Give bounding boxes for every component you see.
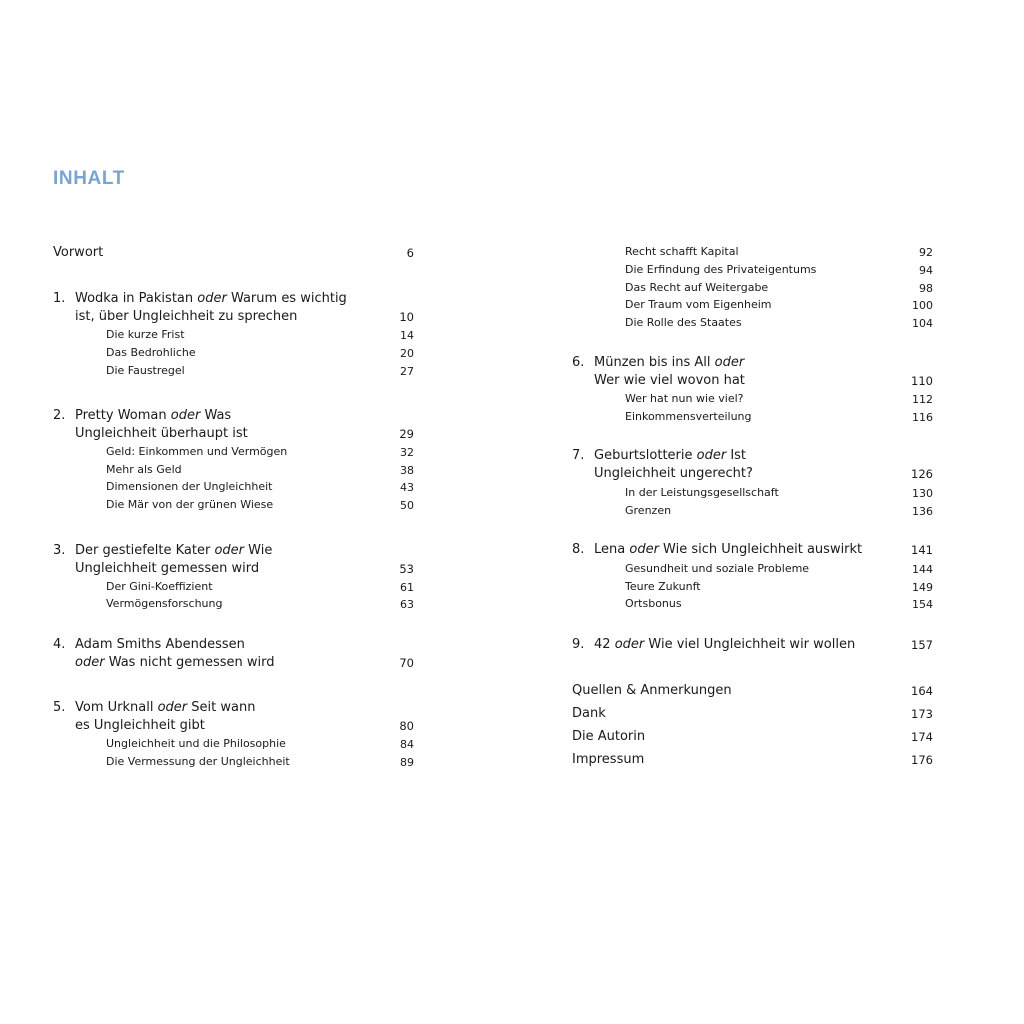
page-number: 70 (399, 656, 414, 670)
title-segment: Lena (594, 542, 630, 557)
italic-conjunction: oder (714, 355, 745, 370)
italic-conjunction: oder (696, 448, 727, 463)
title-segment: Wie viel Ungleichheit wir wollen (644, 637, 856, 652)
page-number: 149 (912, 580, 933, 594)
chapter-title-line (75, 542, 272, 560)
toc-chapter-entry[interactable] (53, 699, 414, 735)
subentry-title: Die Mär von der grünen Wiese (106, 498, 274, 511)
page-number: 38 (400, 463, 414, 477)
title-segment: Warum es wichtig (226, 291, 347, 306)
toc-subentry[interactable] (572, 390, 933, 408)
toc-subentry[interactable] (572, 595, 933, 613)
title-segment: ist, über Ungleichheit zu sprechen (75, 309, 298, 324)
toc-chapter-entry[interactable] (572, 682, 933, 700)
subentry-title: Ortsbonus (625, 597, 682, 610)
italic-conjunction: oder (197, 291, 227, 306)
toc-chapter-entry[interactable] (572, 728, 933, 746)
page-number: 157 (911, 638, 933, 652)
chapter-number: 7. (572, 448, 585, 463)
subentry-title: Grenzen (625, 504, 672, 517)
toc-subentry[interactable] (53, 478, 414, 496)
page-title: INHALT (53, 168, 125, 189)
chapter-title-line (594, 447, 746, 465)
subentry-title: Wer hat nun wie viel? (625, 392, 744, 405)
subentry-title: Das Bedrohliche (106, 346, 196, 359)
title-segment: Ist (726, 448, 747, 463)
toc-subentry[interactable] (572, 314, 933, 332)
title-segment: Impressum (572, 752, 645, 767)
chapter-title-line (594, 541, 862, 559)
page-number: 141 (911, 543, 933, 557)
toc-chapter-entry[interactable] (53, 636, 414, 672)
toc-subentry[interactable] (53, 443, 414, 461)
chapter-number: 8. (572, 542, 585, 557)
title-segment: Der gestiefelte Kater (75, 543, 215, 558)
toc-subentry[interactable] (53, 362, 414, 380)
chapter-number: 6. (572, 355, 585, 370)
page-number: 100 (912, 298, 933, 312)
title-segment: Die Autorin (572, 729, 646, 744)
italic-conjunction: oder (614, 637, 645, 652)
subentry-title: Der Traum vom Eigenheim (625, 298, 772, 311)
page-number: 14 (400, 328, 414, 342)
subentry-title: Gesundheit und soziale Probleme (625, 562, 810, 575)
title-segment: Was nicht gemessen wird (104, 655, 275, 670)
page-number: 174 (911, 730, 933, 744)
title-segment: Wer wie viel wovon hat (594, 373, 745, 388)
toc-subentry[interactable] (572, 560, 933, 578)
page-number: 126 (911, 467, 933, 481)
subentry-title: Die Erfindung des Privateigentums (625, 263, 817, 276)
title-segment: Ungleichheit gemessen wird (75, 561, 260, 576)
toc-chapter-entry[interactable] (572, 705, 933, 723)
chapter-title-line (75, 654, 275, 672)
toc-chapter-entry[interactable] (572, 636, 933, 654)
toc-subentry[interactable] (53, 595, 414, 613)
chapter-title-line (75, 636, 245, 654)
subentry-title: Vermögensforschung (106, 597, 223, 610)
toc-chapter-entry[interactable] (53, 290, 414, 326)
subentry-title: Die kurze Frist (106, 328, 185, 341)
chapter-number: 3. (53, 543, 66, 558)
page-number: 10 (399, 310, 414, 324)
chapter-title-line (75, 290, 347, 308)
title-segment: Vorwort (53, 245, 104, 260)
toc-chapter-entry[interactable] (572, 354, 933, 390)
page-number: 20 (400, 346, 414, 360)
page-number: 50 (400, 498, 414, 512)
page-number: 154 (912, 597, 933, 611)
chapter-title-line (75, 717, 205, 735)
title-segment: Vom Urknall (75, 700, 158, 715)
subentry-title: Mehr als Geld (106, 463, 182, 476)
subentry-title: Das Recht auf Weitergabe (625, 281, 769, 294)
title-segment: Dank (572, 706, 606, 721)
page-number: 173 (911, 707, 933, 721)
page-number: 98 (919, 281, 933, 295)
chapter-title-line (572, 728, 645, 746)
page-number: 89 (400, 755, 414, 769)
chapter-number: 4. (53, 637, 66, 652)
subentry-title: Ungleichheit und die Philosophie (106, 737, 286, 750)
page-number: 92 (919, 245, 933, 259)
title-segment: Wodka in Pakistan (75, 291, 198, 306)
page-number: 53 (399, 562, 414, 576)
toc-chapter-entry[interactable] (53, 407, 414, 443)
toc-chapter-entry[interactable] (53, 244, 414, 262)
chapter-title-line (594, 465, 753, 483)
subentry-title: Geld: Einkommen und Vermögen (106, 445, 288, 458)
title-segment: Seit wann (187, 700, 256, 715)
page-number: 61 (400, 580, 414, 594)
chapter-number: 9. (572, 637, 585, 652)
title-segment: Wie (244, 543, 273, 558)
page-number: 32 (400, 445, 414, 459)
page-number: 176 (911, 753, 933, 767)
page-number: 116 (912, 410, 933, 424)
subentry-title: Dimensionen der Ungleichheit (106, 480, 273, 493)
page-number: 80 (399, 719, 414, 733)
page-number: 112 (912, 392, 933, 406)
toc-chapter-entry[interactable] (572, 447, 933, 483)
page-number: 94 (919, 263, 933, 277)
title-segment: es Ungleichheit gibt (75, 718, 205, 733)
page-number: 144 (912, 562, 933, 576)
title-segment: Ungleichheit ungerecht? (594, 466, 753, 481)
title-segment: Quellen & Anmerkungen (572, 683, 732, 698)
toc-subentry[interactable] (53, 578, 414, 596)
chapter-title-line (53, 244, 103, 262)
toc-subentry[interactable] (572, 279, 933, 297)
page-number: 6 (406, 246, 414, 260)
toc-subentry[interactable] (572, 296, 933, 314)
toc-subentry[interactable] (53, 326, 414, 344)
subentry-title: Die Rolle des Staates (625, 316, 742, 329)
page-number: 63 (400, 597, 414, 611)
toc-subentry[interactable] (572, 484, 933, 502)
italic-conjunction: oder (170, 408, 201, 423)
chapter-title-line (75, 560, 259, 578)
chapter-title-line (594, 354, 744, 372)
toc-subentry[interactable] (572, 578, 933, 596)
toc-subentry[interactable] (572, 261, 933, 279)
page-number: 164 (911, 684, 933, 698)
page-number: 130 (912, 486, 933, 500)
chapter-title-line (572, 751, 644, 769)
title-segment: Was (200, 408, 232, 423)
italic-conjunction: oder (629, 542, 659, 557)
toc-subentry[interactable] (53, 496, 414, 514)
italic-conjunction: oder (214, 543, 245, 558)
toc-subentry[interactable] (53, 753, 414, 771)
chapter-title-line (572, 705, 606, 723)
chapter-title-line (75, 699, 255, 717)
toc-chapter-entry[interactable] (572, 541, 933, 559)
title-segment: Münzen bis ins All (594, 355, 715, 370)
toc-subentry[interactable] (53, 735, 414, 753)
subentry-title: Die Faustregel (106, 364, 185, 377)
chapter-title-line (572, 682, 732, 700)
toc-subentry[interactable] (572, 243, 933, 261)
chapter-title-line (594, 636, 855, 654)
page-number: 136 (912, 504, 933, 518)
chapter-number: 5. (53, 700, 66, 715)
subentry-title: Der Gini-Koeffizient (106, 580, 213, 593)
page-number: 43 (400, 480, 414, 494)
chapter-number: 1. (53, 291, 66, 306)
chapter-title-line (75, 407, 231, 425)
title-segment: 42 (594, 637, 615, 652)
italic-conjunction: oder (157, 700, 188, 715)
toc-subentry[interactable] (53, 344, 414, 362)
page-number: 84 (400, 737, 414, 751)
title-segment: Geburtslotterie (594, 448, 697, 463)
title-segment: Pretty Woman (75, 408, 171, 423)
subentry-title: Teure Zukunft (625, 580, 701, 593)
title-segment: Ungleichheit überhaupt ist (75, 426, 248, 441)
toc-chapter-entry[interactable] (53, 542, 414, 578)
page-number: 110 (911, 374, 933, 388)
italic-conjunction: oder (75, 655, 105, 670)
chapter-number: 2. (53, 408, 66, 423)
chapter-title-line (594, 372, 745, 390)
page-number: 29 (399, 427, 414, 441)
toc-subentry[interactable] (53, 461, 414, 479)
subentry-title: Die Vermessung der Ungleichheit (106, 755, 290, 768)
title-segment: Wie sich Ungleichheit auswirkt (658, 542, 863, 557)
subentry-title: Recht schafft Kapital (625, 245, 739, 258)
toc-chapter-entry[interactable] (572, 751, 933, 769)
toc-subentry[interactable] (572, 408, 933, 426)
subentry-title: Einkommensverteilung (625, 410, 752, 423)
toc-subentry[interactable] (572, 502, 933, 520)
chapter-title-line (75, 425, 248, 443)
chapter-title-line (75, 308, 297, 326)
title-segment: Adam Smiths Abendessen (75, 637, 245, 652)
subentry-title: In der Leistungsgesellschaft (625, 486, 779, 499)
page-number: 104 (912, 316, 933, 330)
page-number: 27 (400, 364, 414, 378)
